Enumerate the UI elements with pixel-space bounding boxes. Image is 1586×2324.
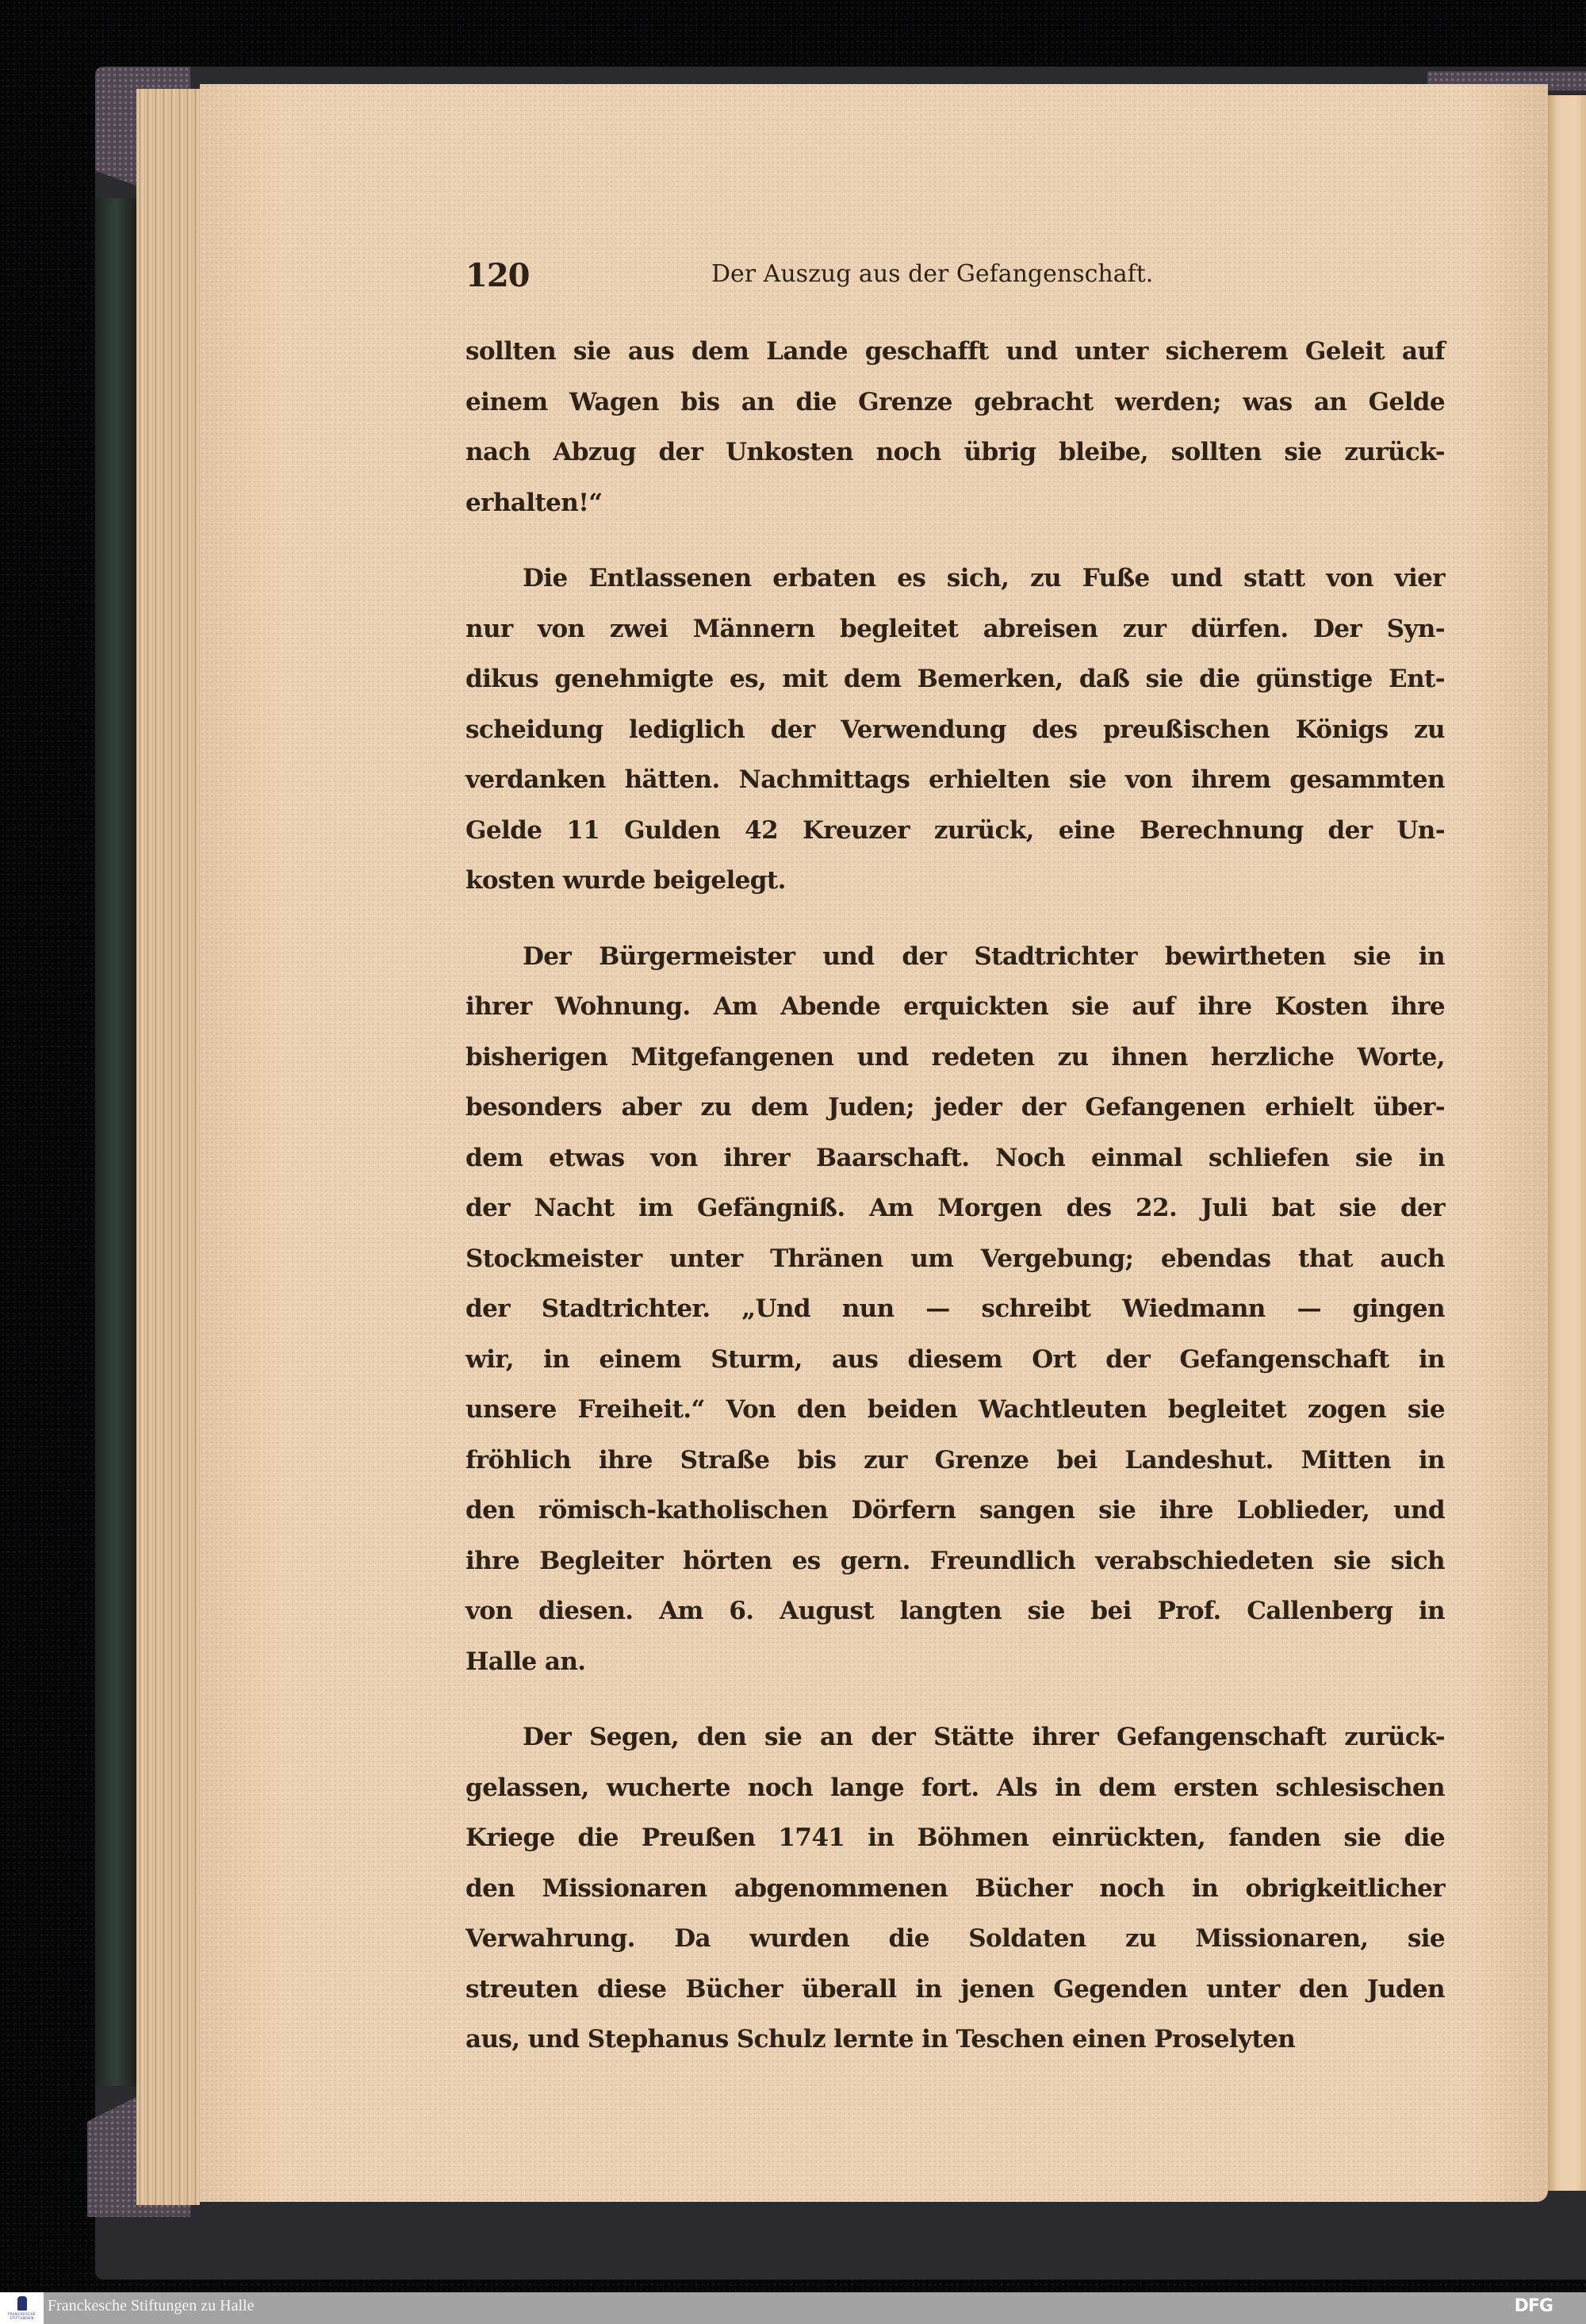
page-number: 120 — [465, 257, 530, 294]
running-title: Der Auszug aus der Gefangenschaft. — [711, 260, 1154, 288]
text-line: Stockmeister unter Thränen um Vergebung; ebendas that auch — [465, 1244, 1445, 1273]
logo-figure-icon — [17, 2296, 27, 2311]
text-line: dikus genehmigte es, mit dem Bemerken, daß sie die günstige Ent- — [465, 665, 1445, 693]
text-line: Die Entlassenen erbaten es sich, zu Fuße und statt von vier — [523, 564, 1445, 593]
logo-text-line2: STIFTUNGEN — [10, 2316, 34, 2320]
text-line: Kriege die Preußen 1741 in Böhmen einrückten, fanden sie die — [465, 1824, 1445, 1852]
text-line: kosten wurde beigelegt. — [465, 866, 786, 895]
institution-name[interactable]: Franckesche Stiftungen zu Halle — [48, 2297, 255, 2314]
text-line: bisherigen Mitgefangenen und redeten zu ihnen herzliche Worte, — [465, 1042, 1445, 1072]
text-line: Der Segen, den sie an der Stätte ihrer Gefangenschaft zurück- — [523, 1723, 1445, 1751]
running-head — [465, 252, 1445, 300]
text-line: nur von zwei Männern begleitet abreisen zur dürfen. Der Syn- — [465, 614, 1445, 643]
footer-bar — [0, 2292, 1586, 2324]
text-line: ihre Begleiter hörten es gern. Freundlich verabschiedeten sie sich — [465, 1546, 1445, 1575]
text-line: fröhlich ihre Straße bis zur Grenze bei Landeshut. Mitten in — [465, 1445, 1445, 1475]
francke-foundation-logo-icon[interactable] — [0, 2292, 44, 2324]
text-line: der Nacht im Gefängniß. Am Morgen des 22. Juli bat sie der — [465, 1194, 1445, 1222]
text-line: erhalten!“ — [465, 488, 603, 517]
text-line: wir, in einem Sturm, aus diesem Ort der Gefangenschaft in — [465, 1344, 1445, 1374]
paragraph — [465, 932, 1445, 1688]
text-line: gelassen, wucherte noch lange fort. Als in dem ersten schlesischen — [465, 1773, 1445, 1802]
dfg-logo[interactable]: DFG — [1514, 2296, 1553, 2316]
text-line: dem etwas von ihrer Baarschaft. Noch einmal schliefen sie in — [465, 1143, 1445, 1172]
facing-page-edge — [1548, 95, 1586, 2191]
body-paragraphs — [465, 327, 1445, 2065]
text-line: der Stadtrichter. „Und nun — schreibt Wiedmann — gingen — [465, 1294, 1445, 1323]
leather-spine-strip — [95, 198, 136, 2086]
text-line: besonders aber zu dem Juden; jeder der Gefangenen erhielt über- — [465, 1093, 1445, 1122]
text-line: scheidung lediglich der Verwendung des preußischen Königs zu — [465, 715, 1445, 744]
text-line: ihrer Wohnung. Am Abende erquickten sie auf ihre Kosten ihre — [465, 992, 1445, 1021]
page-stack-edges — [136, 89, 200, 2205]
text-line: Gelde 11 Gulden 42 Kreuzer zurück, eine Berechnung der Un- — [465, 815, 1445, 845]
text-line: Der Bürgermeister und der Stadtrichter bewirtheten sie in — [523, 941, 1445, 971]
logo-text-line1: FRANCKESCHE — [8, 2312, 36, 2316]
paragraph — [465, 554, 1445, 907]
text-line: Verwahrung. Da wurden die Soldaten zu Missionaren, sie — [465, 1924, 1445, 1953]
text-line: von diesen. Am 6. August langten sie bei Prof. Callenberg in — [465, 1597, 1445, 1625]
page-text-block — [465, 252, 1445, 2065]
text-line: den Missionaren abgenommenen Bücher noch in obrigkeitlicher — [465, 1873, 1445, 1903]
text-line: Halle an. — [465, 1647, 586, 1676]
text-line: aus, und Stephanus Schulz lernte in Teschen einen Proselyten — [465, 2025, 1296, 2054]
text-line: streuten diese Bücher überall in jenen Gegenden unter den Juden — [465, 1974, 1445, 2004]
paragraph — [465, 327, 1445, 528]
text-line: einem Wagen bis an die Grenze gebracht werden; was an Gelde — [465, 387, 1445, 416]
text-line: verdanken hätten. Nachmittags erhielten sie von ihrem gesammten — [465, 765, 1445, 794]
text-line: unsere Freiheit.“ Von den beiden Wachtleuten begleitet zogen sie — [465, 1395, 1445, 1424]
text-line: den römisch-katholischen Dörfern sangen sie ihre Loblieder, und — [465, 1496, 1445, 1524]
paragraph — [465, 1712, 1445, 2065]
text-line: sollten sie aus dem Lande geschafft und unter sicherem Geleit auf — [465, 337, 1445, 366]
text-line: nach Abzug der Unkosten noch übrig bleibe, sollten sie zurück- — [465, 438, 1445, 466]
